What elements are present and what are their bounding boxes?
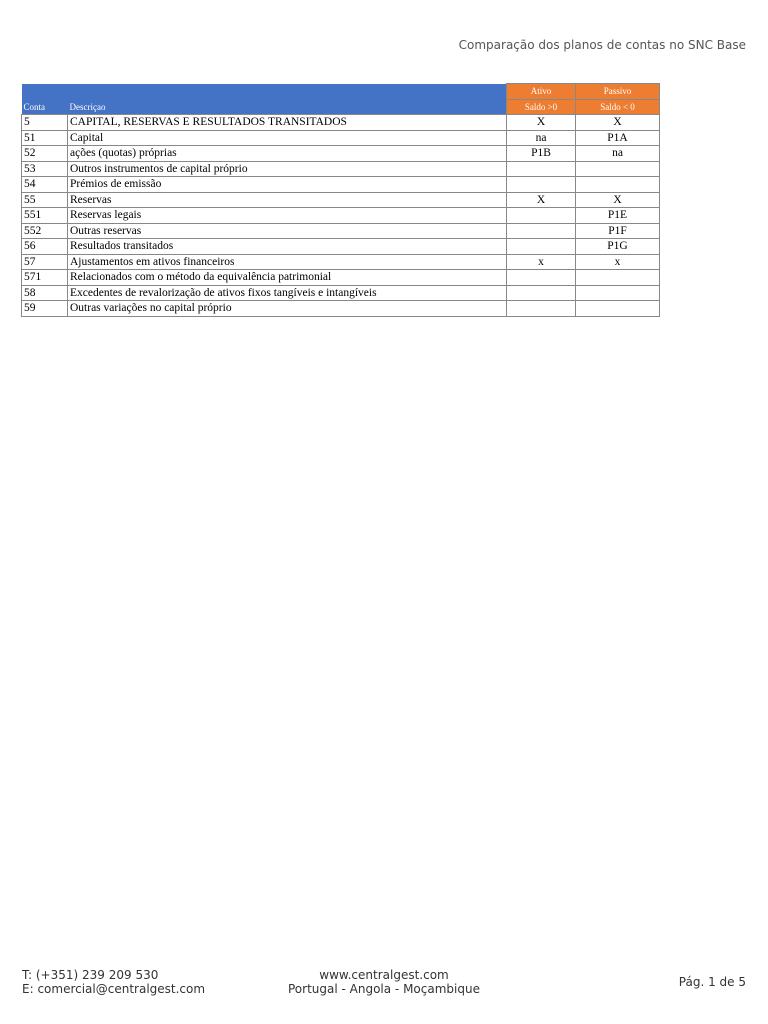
table-row xyxy=(22,161,660,177)
table-row xyxy=(22,177,660,193)
cell-conta: 552 xyxy=(22,223,68,239)
cell-ativo xyxy=(507,270,576,286)
cell-ativo xyxy=(507,301,576,317)
table-row xyxy=(22,285,660,301)
cell-passivo: P1E xyxy=(576,208,660,224)
cell-passivo: P1A xyxy=(576,130,660,146)
footer-page-number: Pág. 1 de 5 xyxy=(678,975,746,989)
cell-ativo: x xyxy=(507,254,576,270)
cell-descricao: Relacionados com o método da equivalência patrimonial xyxy=(68,270,507,286)
document-title: Comparação dos planos de contas no SNC Base xyxy=(458,38,746,52)
header-ativo-saldo: Saldo >0 xyxy=(507,99,576,115)
cell-ativo: X xyxy=(507,115,576,131)
accounts-table xyxy=(21,83,660,317)
table-row xyxy=(22,208,660,224)
cell-descricao: ações (quotas) próprias xyxy=(68,146,507,162)
cell-conta: 54 xyxy=(22,177,68,193)
cell-passivo: P1F xyxy=(576,223,660,239)
cell-passivo xyxy=(576,270,660,286)
cell-descricao: Prémios de emissão xyxy=(68,177,507,193)
table-header-row-top xyxy=(22,84,660,100)
table-header-row xyxy=(22,99,660,115)
cell-descricao: Outras reservas xyxy=(68,223,507,239)
cell-conta: 551 xyxy=(22,208,68,224)
cell-conta: 51 xyxy=(22,130,68,146)
cell-conta: 58 xyxy=(22,285,68,301)
header-descricao: Descriçao xyxy=(68,99,507,115)
cell-ativo: P1B xyxy=(507,146,576,162)
table-row xyxy=(22,130,660,146)
cell-conta: 571 xyxy=(22,270,68,286)
footer-phone: T: (+351) 239 209 530 xyxy=(22,968,159,982)
cell-conta: 56 xyxy=(22,239,68,255)
table-row xyxy=(22,239,660,255)
cell-passivo xyxy=(576,285,660,301)
cell-passivo xyxy=(576,161,660,177)
table-row xyxy=(22,301,660,317)
cell-descricao: Resultados transitados xyxy=(68,239,507,255)
cell-descricao: Ajustamentos em ativos financeiros xyxy=(68,254,507,270)
cell-ativo xyxy=(507,208,576,224)
footer-company xyxy=(0,968,768,996)
cell-passivo: P1G xyxy=(576,239,660,255)
table-row xyxy=(22,146,660,162)
cell-passivo xyxy=(576,301,660,317)
cell-passivo: na xyxy=(576,146,660,162)
table-row xyxy=(22,192,660,208)
cell-conta: 5 xyxy=(22,115,68,131)
cell-descricao: CAPITAL, RESERVAS E RESULTADOS TRANSITADOS xyxy=(68,115,507,131)
cell-descricao: Outras variações no capital próprio xyxy=(68,301,507,317)
footer-countries: Portugal - Angola - Moçambique xyxy=(288,982,480,996)
cell-descricao: Reservas xyxy=(68,192,507,208)
header-conta: Conta xyxy=(22,99,68,115)
header-cell-blank xyxy=(22,84,68,100)
cell-conta: 59 xyxy=(22,301,68,317)
footer-website[interactable]: www.centralgest.com xyxy=(319,968,449,982)
cell-passivo: X xyxy=(576,115,660,131)
cell-passivo: X xyxy=(576,192,660,208)
header-ativo: Ativo xyxy=(507,84,576,100)
cell-ativo: na xyxy=(507,130,576,146)
header-passivo: Passivo xyxy=(576,84,660,100)
cell-descricao: Capital xyxy=(68,130,507,146)
cell-descricao: Excedentes de revalorização de ativos fixos tangíveis e intangíveis xyxy=(68,285,507,301)
header-passivo-saldo: Saldo < 0 xyxy=(576,99,660,115)
cell-descricao: Reservas legais xyxy=(68,208,507,224)
cell-passivo: x xyxy=(576,254,660,270)
cell-conta: 53 xyxy=(22,161,68,177)
cell-conta: 52 xyxy=(22,146,68,162)
cell-ativo: X xyxy=(507,192,576,208)
table-row xyxy=(22,254,660,270)
footer-email[interactable]: E: comercial@centralgest.com xyxy=(22,982,206,996)
cell-ativo xyxy=(507,223,576,239)
table-row xyxy=(22,270,660,286)
cell-conta: 55 xyxy=(22,192,68,208)
cell-passivo xyxy=(576,177,660,193)
cell-conta: 57 xyxy=(22,254,68,270)
table-row xyxy=(22,223,660,239)
table-row xyxy=(22,115,660,131)
cell-ativo xyxy=(507,161,576,177)
header-cell-blank xyxy=(68,84,507,100)
cell-descricao: Outros instrumentos de capital próprio xyxy=(68,161,507,177)
cell-ativo xyxy=(507,239,576,255)
cell-ativo xyxy=(507,177,576,193)
cell-ativo xyxy=(507,285,576,301)
